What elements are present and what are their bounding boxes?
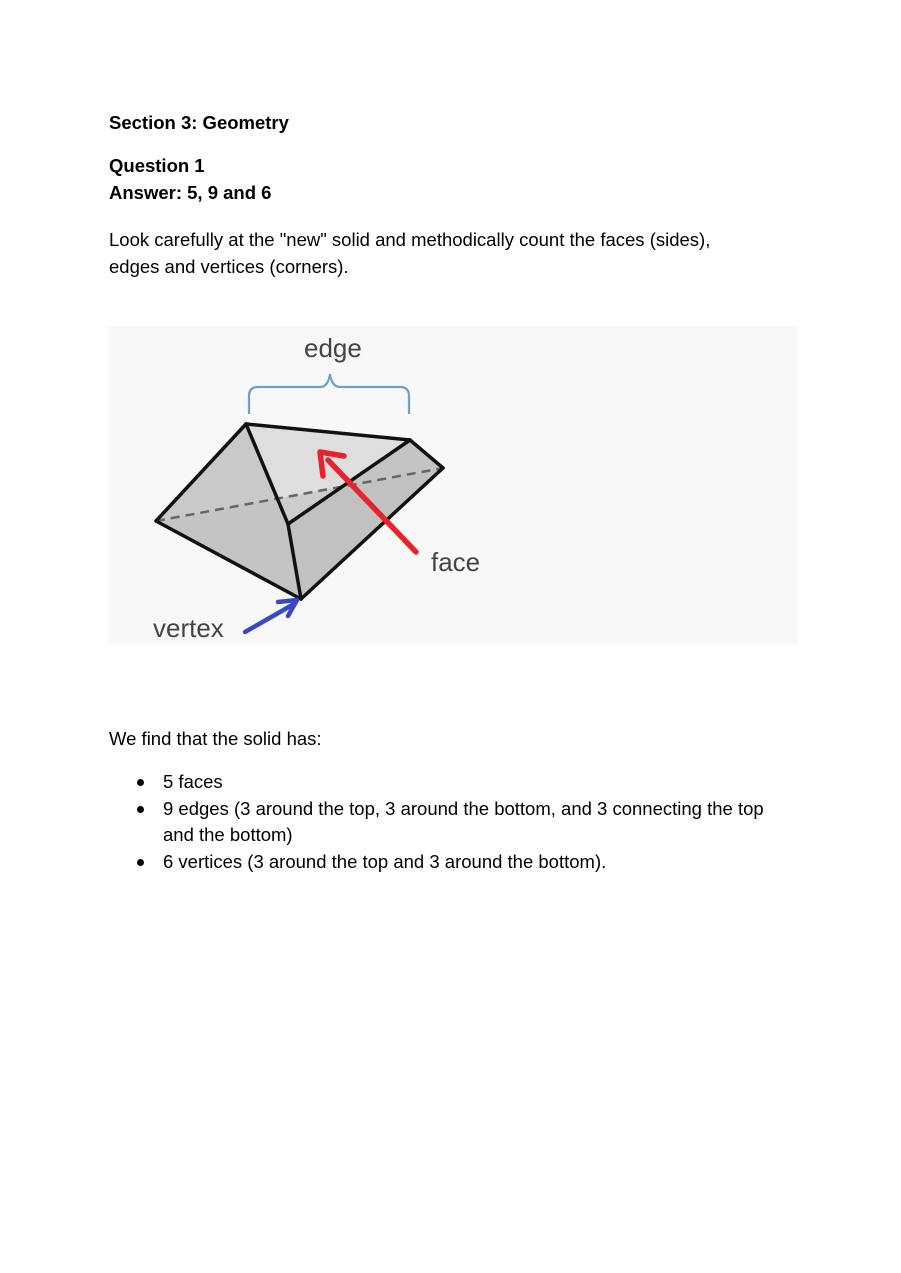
- answer-line: Answer: 5, 9 and 6: [109, 182, 272, 203]
- section-title: Section 3: Geometry: [109, 112, 289, 133]
- bullet-icon: [137, 806, 144, 813]
- list-item: [0, 769, 800, 796]
- edge-label: edge: [304, 333, 362, 363]
- list-item: [0, 849, 800, 876]
- list-item: [0, 796, 800, 849]
- solid-properties-list: [0, 769, 800, 875]
- bullet-icon: [137, 859, 144, 866]
- prism-figure: [108, 326, 798, 644]
- bullet-icon: [137, 779, 144, 786]
- prism-diagram: [108, 326, 798, 644]
- face-label: face: [431, 547, 481, 577]
- finding-sentence: We find that the solid has:: [109, 728, 322, 749]
- vertex-label: vertex: [153, 613, 224, 643]
- list-item-text: 5 faces: [163, 771, 223, 792]
- question-title: Question 1: [109, 155, 205, 176]
- intro-paragraph-line-2: edges and vertices (corners).: [109, 256, 349, 277]
- list-item-text: 6 vertices (3 around the top and 3 around the bottom).: [163, 850, 607, 872]
- intro-paragraph-line-1: Look carefully at the "new" solid and methodically count the faces (sides),: [109, 229, 711, 250]
- list-item-text: 9 edges (3 around the top, 3 around the bottom, and 3 connecting the top and the bottom): [163, 797, 764, 845]
